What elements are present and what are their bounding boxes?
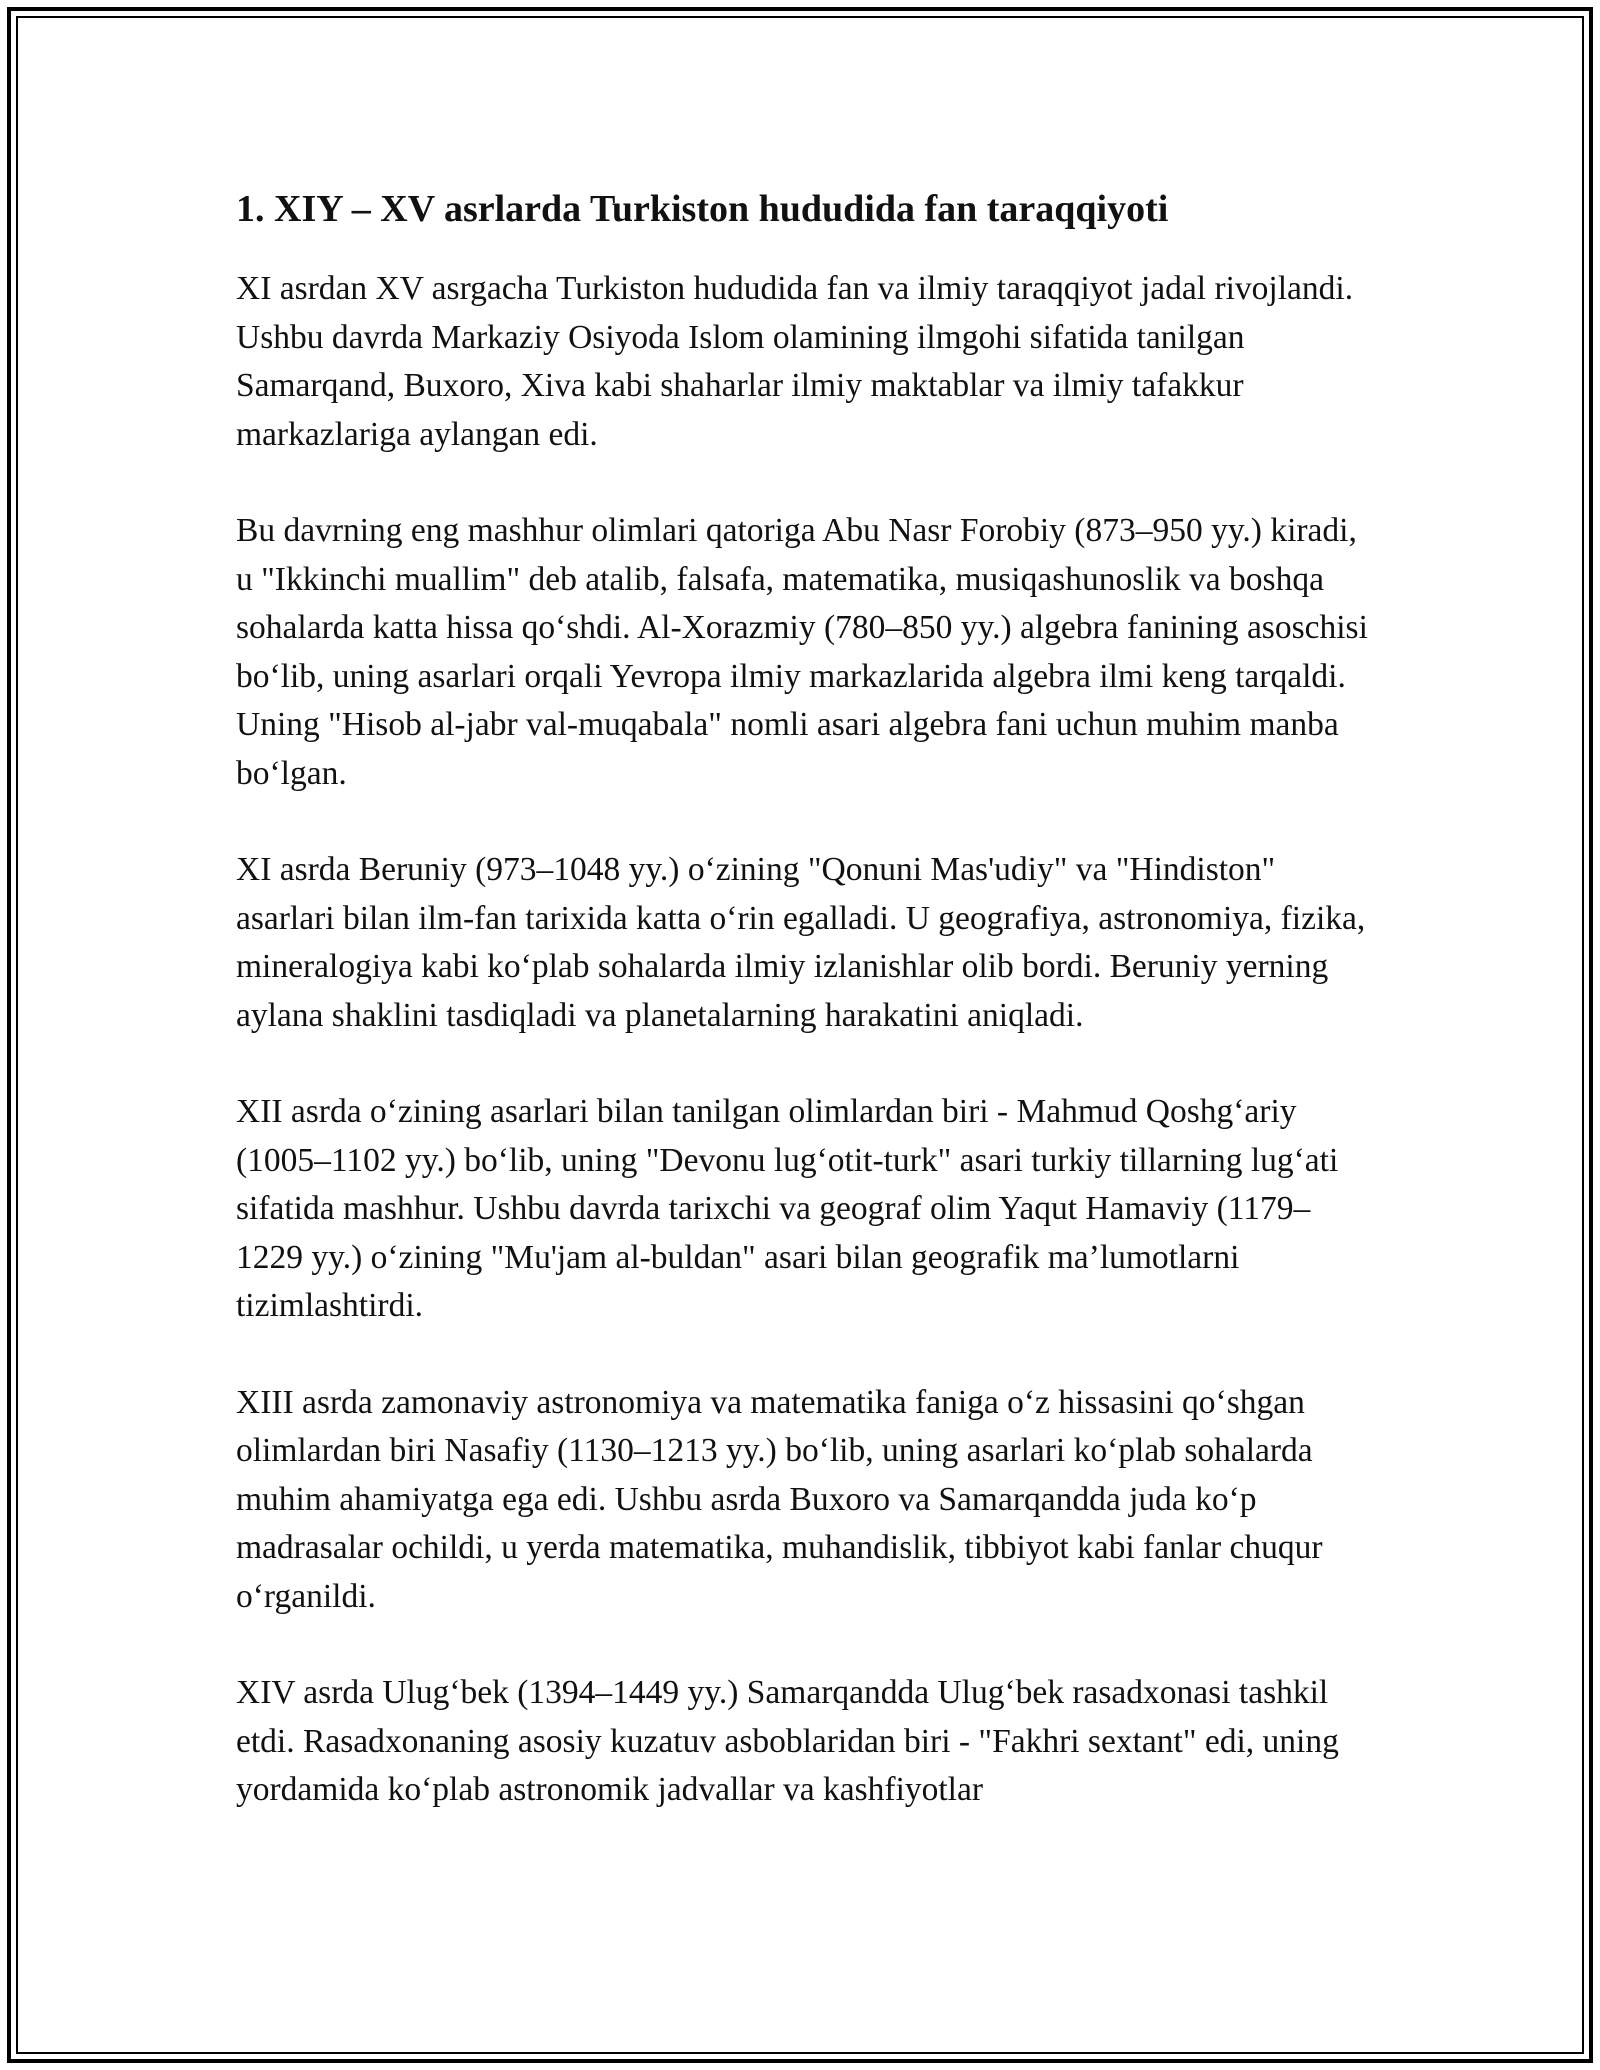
paragraph-beruniy: XI asrda Beruniy (973–1048 yy.) o‘zining "Qonuni Mas'udiy" va "Hindiston" asarlari bilan ilm-fan tarixida katta o‘rin egalladi. U geografiya, astronomiya, fizika, mineralogiya kabi ko‘plab sohalarda ilmiy izlanishlar olib bordi. Beruniy yerning aylana shaklini tasdiqladi va planetalarning harakatini aniqladi. (236, 851, 1366, 1034)
paragraph-intro: XI asrdan XV asrgacha Turkiston hududida fan va ilmiy taraqqiyot jadal rivojlandi. Ushbu davrda Markaziy Osiyoda Islom olamining ilmgohi sifatida tanilgan Samarqand, Buxoro, Xiva kabi shaharlar ilmiy maktablar va ilmiy tafakkur markazlariga aylangan edi. (236, 270, 1354, 453)
paragraph-forobiy-xorazmiy: Bu davrning eng mashhur olimlari qatoriga Abu Nasr Forobiy (873–950 yy.) kiradi, u "Ikkinchi muallim" deb atalib, falsafa, matematika, musiqashunoslik va boshqa sohalarda katta hissa qo‘shdi. Al-Xorazmiy (780–850 yy.) algebra fanining asoschisi bo‘lib, uning asarlari orqali Yevropa ilmiy markazlarida algebra ilmi keng tarqaldi. Uning "Hisob al-jabr val-muqabala" nomli asari algebra fani uchun muhim manba bo‘lgan. (236, 512, 1368, 792)
paragraph-qoshgariy: XII asrda o‘zining asarlari bilan tanilgan olimlardan biri - Mahmud Qoshg‘ariy (1005–1102 yy.) bo‘lib, uning "Devonu lug‘otit-turk" asari turkiy tillarning lug‘ati sifatida mashhur. Ushbu davrda tarixchi va geograf olim Yaqut Hamaviy (1179–1229 yy.) o‘zining "Mu'jam al-buldan" asari bilan geografik ma’lumotlarni tizimlashtirdi. (236, 1093, 1339, 1324)
document-body (236, 185, 1376, 1863)
section-heading: 1. XIY – XV asrlarda Turkiston hududida fan taraqqiyoti (236, 188, 1169, 230)
paragraph-nasafiy: XIII asrda zamonaviy astronomiya va matematika faniga o‘z hissasini qo‘shgan olimlardan biri Nasafiy (1130–1213 yy.) bo‘lib, uning asarlari ko‘plab sohalarda muhim ahamiyatga ega edi. Ushbu asrda Buxoro va Samarqandda juda ko‘p madrasalar ochildi, u yerda matematika, muhandislik, tibbiyot kabi fanlar chuqur o‘rganildi. (236, 1383, 1323, 1615)
paragraph-ulugbek: XIV asrda Ulug‘bek (1394–1449 yy.) Samarqandda Ulug‘bek rasadxonasi tashkil etdi. Rasadxonaning asosiy kuzatuv asboblaridan biri - "Fakhri sextant" edi, uning yordamida ko‘plab astronomik jadvallar va kashfiyotlar (236, 1674, 1339, 1808)
